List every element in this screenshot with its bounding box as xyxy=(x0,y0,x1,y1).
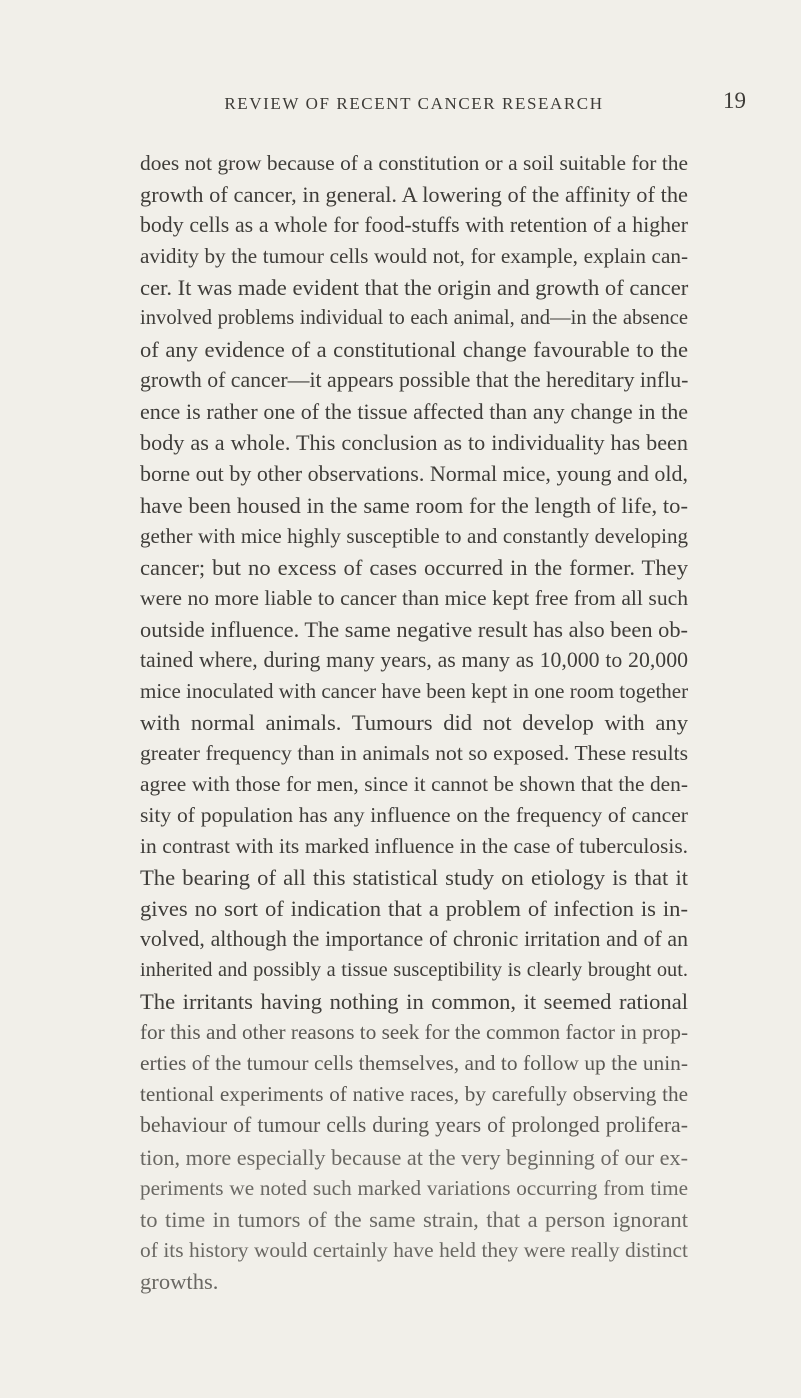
text-line: The bearing of all this statistical study on etiology is that it xyxy=(140,865,688,891)
text-line: gives no sort of indication that a problem of infection is in- xyxy=(140,896,688,922)
text-line: periments we noted such marked variations occurring from time xyxy=(140,1175,688,1200)
body-paragraph xyxy=(140,148,688,1297)
text-line: to time in tumors of the same strain, that a person ignorant xyxy=(140,1206,688,1232)
text-line: of any evidence of a constitutional change favourable to the xyxy=(140,337,688,363)
text-line: gether with mice highly susceptible to and constantly developing xyxy=(140,523,688,548)
text-line: The irritants having nothing in common, it seemed rational xyxy=(140,989,688,1015)
running-title: REVIEW OF RECENT CANCER RESEARCH xyxy=(224,94,604,113)
text-line: of its history would certainly have held they were really distinct xyxy=(140,1237,688,1262)
text-line: erties of the tumour cells themselves, and to follow up the unin- xyxy=(140,1051,688,1076)
text-line: tained where, during many years, as many as 10,000 to 20,000 xyxy=(140,647,688,672)
text-line: inherited and possibly a tissue susceptibility is clearly brought out. xyxy=(140,959,688,982)
text-line: does not grow because of a constitution or a soil suitable for the xyxy=(140,151,688,175)
text-line: outside influence. The same negative result has also been ob- xyxy=(140,616,688,642)
text-line: have been housed in the same room for the length of life, to- xyxy=(140,492,688,518)
text-line: in contrast with its marked influence in the case of tuberculosis. xyxy=(140,834,688,859)
text-line: body cells as a whole for food-stuffs with retention of a higher xyxy=(140,213,688,238)
text-line: cer. It was made evident that the origin and growth of cancer xyxy=(140,275,689,301)
text-line: growths. xyxy=(140,1268,219,1294)
text-line: behaviour of tumour cells during years of prolonged prolifera- xyxy=(140,1113,688,1138)
text-line: growth of cancer—it appears possible that the hereditary influ- xyxy=(140,368,689,393)
text-line: borne out by other observations. Normal mice, young and old, xyxy=(140,461,688,487)
text-line: tentional experiments of native races, by carefully observing the xyxy=(140,1082,688,1107)
text-line: body as a whole. This conclusion as to individuality has been xyxy=(140,430,688,456)
text-line: were no more liable to cancer than mice kept free from all such xyxy=(140,585,688,610)
text-line: involved problems individual to each animal, and—in the absence xyxy=(140,307,688,330)
page-number: 19 xyxy=(723,88,746,113)
running-head xyxy=(140,88,746,118)
text-line: growth of cancer, in general. A lowering of the affinity of the xyxy=(140,182,688,208)
text-line: sity of population has any influence on the frequency of cancer xyxy=(140,802,688,827)
text-line: mice inoculated with cancer have been kept in one room together xyxy=(140,678,689,703)
text-line: for this and other reasons to seek for the common factor in prop- xyxy=(140,1020,688,1045)
text-line: with normal animals. Tumours did not develop with any xyxy=(140,709,688,735)
text-line: agree with those for men, since it cannot be shown that the den- xyxy=(140,771,688,796)
text-line: volved, although the importance of chronic irritation and of an xyxy=(140,927,688,952)
text-line: ence is rather one of the tissue affected than any change in the xyxy=(140,399,688,425)
text-line: cancer; but no excess of cases occurred in the former. They xyxy=(140,554,688,580)
text-line: avidity by the tumour cells would not, for example, explain can- xyxy=(140,244,688,269)
text-line: tion, more especially because at the very beginning of our ex- xyxy=(140,1144,688,1170)
text-line: greater frequency than in animals not so exposed. These results xyxy=(140,740,688,765)
